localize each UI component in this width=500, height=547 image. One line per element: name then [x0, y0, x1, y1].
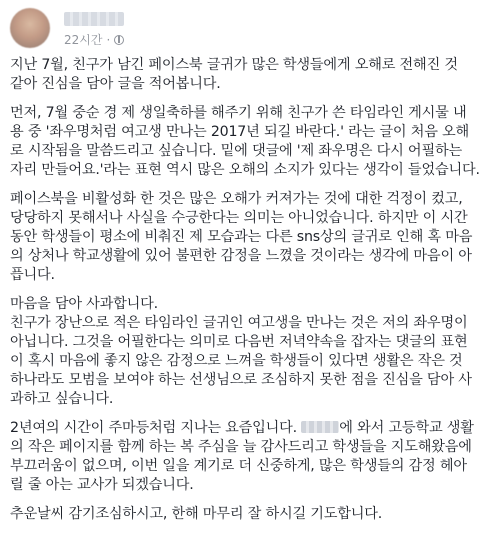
separator-dot: ·: [106, 32, 111, 47]
post-header: [10, 8, 490, 48]
text-line: [10, 419, 490, 438]
paragraph-6: [10, 505, 490, 524]
text-line: 이 혹시 마음에 좋지 않은 감정으로 느껴을 학생들이 있다면 생활은 작은 것: [10, 353, 463, 369]
text-line: 당당하지 못해서나 사실을 수긍한다는 의미는 아니었습니다. 하지만 이 시간: [10, 210, 468, 226]
author-avatar[interactable]: [10, 8, 50, 48]
text-line: 페이스북을 비활성화 한 것은 많은 오해가 커져가는 것에 대한 걱정이 컸고,: [10, 191, 463, 207]
text-line: 아닙니다. 그것을 어필한다는 의미로 다음번 저녁약속을 잡자는 댓글의 표현: [10, 334, 468, 350]
text-line: 자리 만들어요.'라는 표현 역시 많은 오해의 소지가 있다는 생각이 들었습니다.: [10, 162, 480, 178]
text-line: 릴 줄 아는 교사가 되겠습니다.: [10, 477, 194, 493]
globe-icon[interactable]: [114, 35, 124, 45]
post-meta: [64, 31, 124, 48]
post-body: [10, 56, 490, 534]
paragraph-3: [10, 190, 490, 285]
text-line: 부끄러움이 없으며, 이번 일을 계기로 더 신중하게, 많은 학생들의 감정 헤아: [10, 458, 467, 474]
author-name-redacted[interactable]: [64, 12, 124, 26]
text-line: 마음을 담아 사과합니다.: [10, 296, 158, 312]
paragraph-5: [10, 419, 490, 495]
text-line: 의 상처나 학교생활에 있어 불편한 감정을 느꼈을 것이라는 생각에 마음이 아: [10, 248, 472, 264]
text-line: 먼저, 7월 중순 경 제 생일축하를 해주기 위해 친구가 쓴 타임라인 게시물 내: [10, 105, 467, 121]
text-line: 추운날씨 감기조심하시고, 한해 마무리 잘 하시길 기도합니다.: [10, 506, 383, 522]
post-timestamp[interactable]: 22시간: [64, 33, 103, 47]
text-line: 같아 진심을 담아 글을 적어봅니다.: [10, 76, 221, 92]
text-line: 픕니다.: [10, 267, 55, 283]
text-line: 하나라도 모범을 보여야 하는 선생님으로 조심하지 못한 점을 진심을 담아 사: [10, 372, 472, 388]
paragraph-2: [10, 104, 490, 180]
text-line: 지난 7월, 친구가 남긴 페이스북 글귀가 많은 학생들에게 오해로 전해진 것: [10, 57, 458, 73]
redacted-school-name: [301, 421, 339, 433]
text-segment: 2년여의 시간이 주마등처럼 지나는 요즘입니다.: [10, 420, 302, 436]
text-line: 과하고 싶습니다.: [10, 391, 114, 407]
text-line: 용 중 '좌우명처럼 여고생 만나는 2017년 되길 바란다.' 라는 글이 처음 오해: [10, 124, 470, 140]
text-line: 로 시작됨을 말씀드리고 싶습니다. 밑에 댓글에 '제 좌우명은 다시 어필하는: [10, 143, 462, 159]
paragraph-1: [10, 56, 490, 94]
paragraph-4: [10, 295, 490, 409]
text-line: 의 작은 페이지를 함께 하는 복 주심을 늘 감사드리고 학생들을 지도해왔음에: [10, 439, 472, 455]
text-line: 친구가 장난으로 적은 타임라인 글귀인 여고생을 만나는 것은 저의 좌우명이: [10, 315, 468, 331]
text-line: 동안 학생들이 평소에 비춰진 제 모습과는 다른 sns상의 글귀로 인해 혹 마음: [10, 229, 473, 245]
text-segment: 에 와서 고등학교 생활: [339, 420, 474, 436]
